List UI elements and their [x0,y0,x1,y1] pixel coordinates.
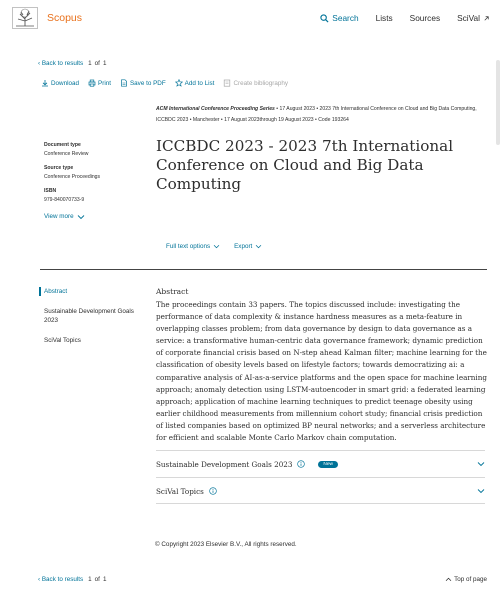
info-icon[interactable] [209,487,217,495]
top-of-page-label: Top of page [454,576,487,583]
external-link-icon [483,15,490,22]
page-total: 1 [102,60,107,67]
new-badge: New [318,461,338,468]
page-number: 1 [88,576,92,583]
download-icon [41,79,49,87]
page-of: of [94,576,100,583]
add-to-list-label: Add to List [184,79,215,87]
document-metadata [44,143,100,213]
page-total: 1 [102,576,107,583]
source-title-link[interactable]: ACM International Conference Proceeding Series [156,106,275,112]
side-nav-scival-topics[interactable]: SciVal Topics [44,337,81,344]
print-icon [88,79,96,87]
view-more-label: View more [44,213,74,220]
chevron-down-icon [477,461,485,467]
accordion-divider [156,503,485,504]
search-icon [320,14,329,23]
download-button[interactable] [41,79,79,87]
nav-sources[interactable]: Sources [409,13,441,23]
create-bibliography-button[interactable] [223,79,288,87]
abstract-heading: Abstract [156,287,189,296]
page-number: 1 [88,60,92,67]
scival-topics-accordion[interactable] [156,477,485,504]
isbn-label: ISBN [44,188,57,195]
back-to-results-label: Back to results [41,60,84,67]
download-label: Download [51,79,80,87]
nav-search-label: Search [332,13,359,23]
side-nav-sdg[interactable]: Sustainable Development Goals 2023 [44,308,134,324]
chevron-down-icon [213,244,220,249]
nav-scival-label: SciVal [457,13,480,23]
document-type-label: Document type [44,142,81,148]
brand-name[interactable]: Scopus [47,12,83,24]
results-pager-top [38,60,106,67]
abstract-text: The proceedings contain 33 papers. The topics discussed include: investigating the performance of data complexity & instance hardness measures as a meta-feature in overlapping classes problem; from data governance by design to data governance as a service: a transformative human-centric data governance framework; dynamic prediction of corporate financial crisis based on N-step ahead Kalman filter; machine learning for the classification of obesity levels based on lifestyle factors; towards democratizing ai: a comparative analysis of AI-as-a-service platforms and the open space for machine learning approach; anomaly detection using LSTM-autoencoder in smart grid: a federated learning approach; application of machine learning techniques to predict teenage obesity using earlier childhood measurements from millennium cohort study; financial crisis prediction of listed companies based on optimized BP neural networks; and a serverless architecture for efficient and scalable Monte Carlo Markov chain computation. [156,300,487,443]
elsevier-logo[interactable] [12,7,38,29]
bibliography-icon [223,79,231,87]
save-pdf-label: Save to PDF [129,79,166,87]
save-pdf-button[interactable] [120,79,166,87]
add-to-list-button[interactable] [175,79,215,87]
scrollbar[interactable] [496,60,500,145]
create-bibliography-label: Create bibliography [233,79,289,87]
document-actions [41,79,288,87]
result-pager [88,60,106,67]
full-text-options-button[interactable] [166,243,220,250]
section-nav [44,287,149,356]
top-nav [320,13,490,23]
tree-logo-icon [12,7,38,29]
chevron-up-icon [445,577,452,582]
source-type-value: Conference Proceedings [44,174,101,181]
pdf-icon [120,79,128,87]
info-icon[interactable] [297,460,305,468]
sdg-accordion-label: Sustainable Development Goals 2023 [156,459,293,469]
nav-lists[interactable]: Lists [375,13,393,23]
chevron-down-icon [77,214,85,220]
fulltext-export-row [166,243,262,250]
nav-search[interactable] [320,13,358,23]
chevron-down-icon [477,488,485,494]
page-of: of [94,60,100,67]
back-to-results-label: Back to results [41,576,84,583]
star-icon [175,79,183,87]
result-pager-bottom [88,576,106,583]
nav-scival[interactable] [457,13,490,23]
print-button[interactable] [88,79,111,87]
isbn-value: 979-840070733-9 [44,197,85,204]
source-info [156,104,488,126]
document-title: ICCBDC 2023 - 2023 7th International Conference on Cloud and Big Data Computing [156,137,454,193]
print-label: Print [98,79,111,87]
sdg-accordion[interactable] [156,450,485,477]
top-of-page-link[interactable] [445,576,487,583]
chevron-down-icon [255,244,262,249]
back-to-results-link-bottom[interactable]: ‹ Back to results [38,576,84,583]
section-divider [40,269,487,270]
results-pager-bottom [38,576,106,583]
export-label: Export [234,243,253,250]
copyright-text: © Copyright 2023 Elsevier B.V., All rights reserved. [155,541,297,548]
side-nav-abstract[interactable]: Abstract [39,287,149,296]
source-type-label: Source type [44,165,74,172]
scival-topics-accordion-label: SciVal Topics [156,486,204,496]
source-details: • 17 August 2023 • 2023 7th International Conference on Cloud and Big Data Computing, ICCBDC 2023 • Manchester • 17 August 2023through 19 August 2023 • Code 193264 [156,106,477,123]
back-to-results-link[interactable]: ‹ Back to results [38,60,84,67]
export-button[interactable] [234,243,262,250]
view-more-button[interactable] [44,213,85,220]
full-text-options-label: Full text options [166,243,211,250]
document-type-value: Conference Review [44,151,89,158]
